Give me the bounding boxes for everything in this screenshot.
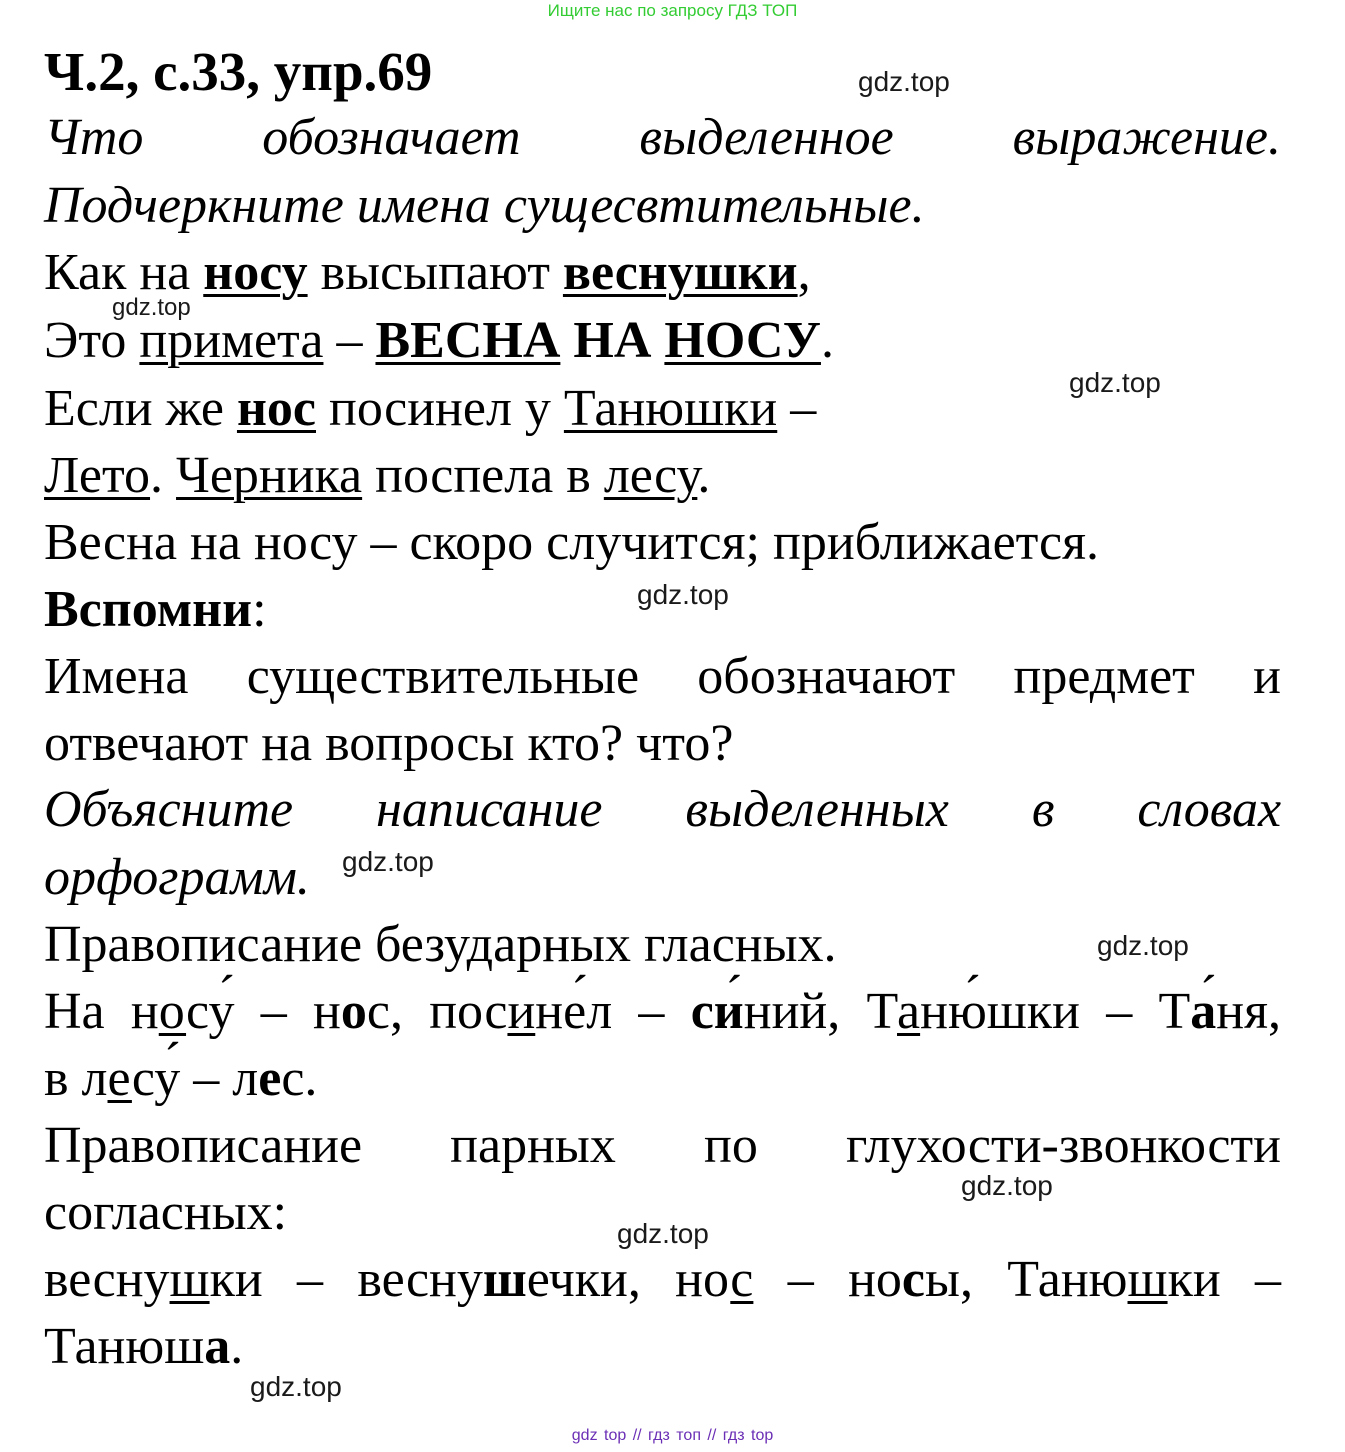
- orthogram: ш: [1127, 1251, 1168, 1308]
- text: Таню: [1007, 1251, 1128, 1308]
- noun-highlight: Танюшки: [563, 380, 778, 437]
- check-consonant: ш: [482, 1251, 527, 1308]
- text: обозначают: [697, 648, 956, 705]
- text: парных: [450, 1117, 616, 1174]
- text: .: [150, 447, 177, 504]
- text: ечки, но: [526, 1251, 731, 1308]
- task-word: выделенное: [639, 109, 894, 166]
- text: весну: [44, 1251, 170, 1308]
- task-question-line: [44, 108, 1281, 168]
- orthogram: е: [107, 1050, 132, 1107]
- vowels-examples-1: [44, 982, 1281, 1042]
- watermark: gdz.top: [342, 846, 434, 877]
- text: предмет: [1013, 648, 1195, 705]
- text: :: [252, 581, 267, 638]
- text: н: [920, 983, 948, 1040]
- search-hint-banner: Ищите нас по запросу ГДЗ ТОП: [547, 1, 798, 20]
- poem-line-4: [44, 446, 1281, 506]
- check-vowel: о: [340, 983, 367, 1040]
- text: [1007, 1251, 1281, 1308]
- watermark: gdz.top: [617, 1218, 709, 1249]
- consonants-examples-1: [44, 1250, 1281, 1310]
- noun-highlight: лесу: [603, 447, 698, 504]
- text: в: [1031, 781, 1055, 838]
- check-vowel: с: [690, 983, 714, 1040]
- vowels-examples-2: [44, 1049, 1281, 1109]
- watermark: gdz.top: [112, 294, 191, 321]
- noun-highlight: веснушки: [562, 244, 798, 301]
- watermark: gdz.top: [858, 66, 950, 97]
- task-word: обозначает: [262, 109, 521, 166]
- orthogram: о: [158, 983, 187, 1040]
- noun-highlight: примета: [139, 312, 324, 369]
- stressed-vowel: у ´: [154, 1050, 180, 1107]
- consonants-heading-2: согласных:: [44, 1184, 288, 1241]
- stressed-vowel: а ´: [1190, 983, 1216, 1040]
- text: Если же: [44, 380, 237, 437]
- text: .: [697, 447, 711, 504]
- text: НА: [560, 312, 665, 369]
- consonants-examples-2: [44, 1317, 1281, 1377]
- task-word: выражение.: [1012, 109, 1281, 166]
- text: с: [131, 1050, 155, 1107]
- text: – н: [234, 983, 341, 1040]
- watermark: gdz.top: [961, 1170, 1053, 1201]
- text: ки – весну: [209, 1251, 483, 1308]
- noun-highlight: нос: [236, 380, 316, 437]
- text: л –: [586, 983, 691, 1040]
- stressed-vowel: и ´: [714, 983, 744, 1040]
- text: – л: [180, 1050, 259, 1107]
- task2-line-1: [44, 780, 1281, 840]
- task-instruction: Подчеркните имена сущесвтительные.: [44, 177, 925, 234]
- watermark: gdz.top: [1097, 930, 1189, 961]
- noun-highlight: Лето: [44, 447, 151, 504]
- watermark: gdz.top: [637, 579, 729, 610]
- stressed-vowel: ю ´: [948, 983, 987, 1040]
- text: по: [704, 1117, 758, 1174]
- text: – но: [753, 1251, 902, 1308]
- rule-line-1: [44, 647, 1281, 707]
- stressed-vowel: у ´: [208, 983, 234, 1040]
- remember-label: Вспомни: [44, 581, 253, 638]
- text: глухости-звонкости: [845, 1117, 1281, 1174]
- noun-highlight: НОСУ: [664, 312, 821, 369]
- text: посинел у: [316, 380, 564, 437]
- page-title: Ч.2, с.33, упр.69: [44, 41, 433, 102]
- text: с, пос: [366, 983, 508, 1040]
- text: –: [323, 312, 376, 369]
- text: Танюш: [44, 1318, 205, 1375]
- text: словах: [1137, 781, 1282, 838]
- poem-line-1: [44, 243, 1281, 303]
- text: Это: [44, 312, 140, 369]
- text: с: [186, 983, 209, 1040]
- orthogram: и: [507, 983, 536, 1040]
- orthogram: ш: [169, 1251, 210, 1308]
- text: Имена: [44, 648, 189, 705]
- meaning-answer: Весна на носу – скоро случится; приближается.: [44, 514, 1100, 571]
- text: шки – Т: [986, 983, 1191, 1040]
- check-consonant: с: [901, 1251, 925, 1308]
- noun-highlight: ВЕСНА: [375, 312, 561, 369]
- text: ня,: [1216, 983, 1282, 1040]
- text: выделенных: [685, 781, 949, 838]
- check-consonant: а: [204, 1318, 231, 1375]
- text: ки –: [1167, 1251, 1281, 1308]
- text: На н: [44, 983, 159, 1040]
- task2-line-2: орфограмм.: [44, 849, 310, 906]
- rule-line-2: отвечают на вопросы кто? что?: [44, 715, 734, 772]
- text: ы,: [925, 1251, 1008, 1308]
- text: и: [1253, 648, 1281, 705]
- text: Как на: [44, 244, 204, 301]
- stressed-vowel: е ´: [563, 983, 586, 1040]
- text: написание: [376, 781, 603, 838]
- text: Правописание: [44, 1117, 363, 1174]
- orthogram: с: [730, 1251, 754, 1308]
- footer-watermark: gdz top // гдз топ // гдз top: [571, 1427, 774, 1444]
- orthogram: а: [897, 983, 921, 1040]
- text: н: [535, 983, 564, 1040]
- text: –: [777, 380, 817, 437]
- text: поспела в: [362, 447, 604, 504]
- task-word: Что: [44, 109, 144, 166]
- poem-line-2: [44, 311, 1281, 371]
- text: ний, Т: [743, 983, 898, 1040]
- consonants-heading-1: [44, 1116, 1281, 1176]
- text: .: [230, 1318, 244, 1375]
- text: в л: [44, 1050, 108, 1107]
- text: существительные: [246, 648, 640, 705]
- noun-highlight: Черника: [176, 447, 363, 504]
- watermark: gdz.top: [1069, 367, 1161, 398]
- text: Объясните: [44, 781, 294, 838]
- watermark: gdz.top: [250, 1371, 342, 1402]
- text: ,: [797, 244, 811, 301]
- check-vowel: е: [258, 1050, 282, 1107]
- text: .: [820, 312, 834, 369]
- vowels-heading: Правописание безударных гласных.: [44, 916, 837, 973]
- noun-highlight: носу: [203, 244, 308, 301]
- text: высыпают: [307, 244, 563, 301]
- text: с.: [281, 1050, 318, 1107]
